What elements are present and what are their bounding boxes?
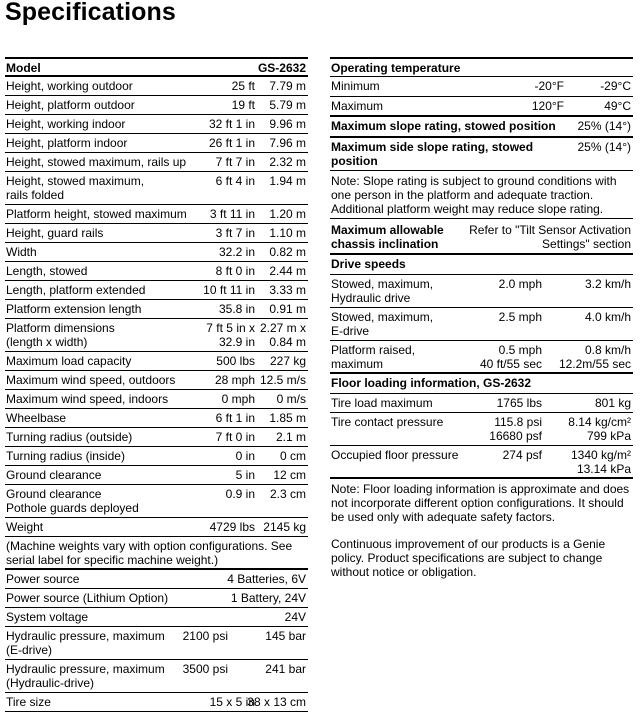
drive-row-1: Stowed, maximum, Hydraulic drive 2.0 mph 3.2 km/h <box>330 275 633 308</box>
spec-row <box>5 300 308 319</box>
spec-row <box>5 224 308 243</box>
spec-row <box>5 352 308 371</box>
spec-label: System voltage <box>6 610 89 624</box>
spec-row <box>5 205 308 224</box>
spec-row <box>5 319 308 352</box>
spec-row <box>5 281 308 300</box>
spec-label: Maximum wind speed, indoors <box>6 392 169 406</box>
spec-row <box>5 447 308 466</box>
spec-value: 1 Battery, 24V <box>230 591 306 605</box>
spec-row <box>5 409 308 428</box>
spec-row <box>5 589 308 608</box>
temp-min-row: Minimum -20°F -29°C <box>330 77 633 97</box>
spec-value-metric: 9.96 m <box>269 117 306 131</box>
spec-value-metric: 38 x 13 cm <box>247 695 306 709</box>
floor-note: Note: Floor loading information is approximate and does not incorporate different option configurations. It should be used only with adequate safety factors. <box>331 482 630 524</box>
spec-label: Wheelbase <box>6 411 67 425</box>
spec-row <box>5 115 308 134</box>
spec-label: Length, platform extended <box>6 283 146 297</box>
spec-row <box>5 518 308 537</box>
spec-value: 6 ft 4 in <box>215 174 255 188</box>
spec-value-metric: 7.96 m <box>269 136 306 150</box>
spec-value: 4729 lbs <box>209 520 255 534</box>
spec-value: 2100 psi <box>182 629 228 643</box>
spec-label: Power source (Lithium Option) <box>6 591 169 605</box>
spec-label: Ground clearance <box>6 468 102 482</box>
spec-value: 24V <box>284 610 306 624</box>
spec-label: Height, platform indoor <box>6 136 128 150</box>
spec-label: Model <box>6 61 41 75</box>
spec-label: Weight <box>6 520 44 534</box>
spec-value-metric: 1.10 m <box>269 226 306 240</box>
op-temp-header: Operating temperature <box>331 61 461 75</box>
slope-note-row: Note: Slope rating is subject to ground conditions with one person in the platform and adequate traction. Additional platform weight may reduce slope rating. <box>330 171 633 219</box>
spec-value: 7 ft 5 in x 32.9 in <box>206 321 255 349</box>
spec-label: Maximum load capacity <box>6 354 132 368</box>
side-slope-row: Maximum side slope rating, stowed position 25% (14°) <box>330 138 633 171</box>
spec-row <box>5 371 308 390</box>
spec-value: 19 ft <box>231 98 255 112</box>
spec-value: 7 ft 0 in <box>215 430 255 444</box>
spec-value: 500 lbs <box>216 354 255 368</box>
spec-row <box>5 134 308 153</box>
spec-value: 0 mph <box>221 392 255 406</box>
spec-value-metric: 7.79 m <box>269 79 306 93</box>
spec-label: Hydraulic pressure, maximum (Hydraulic-drive) <box>6 662 165 690</box>
op-temp-header-row <box>330 57 633 77</box>
drive-row-3: Platform raised, maximum 0.5 mph 40 ft/55 sec 0.8 km/h 12.2m/55 sec <box>330 341 633 374</box>
spec-value-metric: 0.91 m <box>269 302 306 316</box>
spec-row <box>5 390 308 409</box>
spec-value-metric: 2.1 m <box>275 430 306 444</box>
spec-value-metric: 2145 kg <box>263 520 306 534</box>
spec-row <box>5 660 308 693</box>
spec-value: 3 ft 7 in <box>215 226 255 240</box>
spec-value: 0.9 in <box>225 487 255 501</box>
spec-value: 3 ft 11 in <box>209 207 255 221</box>
spec-value: 32 ft 1 in <box>208 117 255 131</box>
spec-row <box>5 77 308 96</box>
spec-value-metric: 2.44 m <box>269 264 306 278</box>
spec-value-metric: 1.94 m <box>269 174 306 188</box>
floor-row-2: Tire contact pressure 115.8 psi 16680 psf 8.14 kg/cm² 799 kPa <box>330 413 633 446</box>
spec-value-metric: 1.20 m <box>269 207 306 221</box>
spec-row <box>5 428 308 447</box>
spec-label: Maximum wind speed, outdoors <box>6 373 176 387</box>
spec-label: Height, platform outdoor <box>6 98 135 112</box>
spec-value: 26 ft 1 in <box>208 136 255 150</box>
spec-label: Height, stowed maximum, rails up <box>6 155 187 169</box>
spec-value-metric: 5.79 m <box>269 98 306 112</box>
spec-value-metric: 2.3 cm <box>269 487 306 501</box>
spec-value: 35.8 in <box>218 302 255 316</box>
spec-value-metric: 12 cm <box>273 468 306 482</box>
policy-note: Continuous improvement of our products is a Genie policy. Product specifications are subject to change without notice or obligation. <box>331 537 606 579</box>
spec-label: Turning radius (outside) <box>6 430 133 444</box>
temp-max-row: Maximum 120°F 49°C <box>330 97 633 117</box>
spec-label: Power source <box>6 572 80 586</box>
spec-row <box>5 172 308 205</box>
inclination-row: Maximum allowable chassis inclination Refer to "Tilt Sensor Activation Settings" section <box>330 219 633 255</box>
spec-label: Tire size <box>6 695 51 709</box>
spec-label: Ground clearance Pothole guards deployed <box>6 487 139 515</box>
spec-value: 32.2 in <box>218 245 255 259</box>
spec-value: 7 ft 7 in <box>215 155 255 169</box>
spec-label: Platform dimensions (length x width) <box>6 321 115 349</box>
spec-label: Length, stowed <box>6 264 88 278</box>
spec-label: Height, guard rails <box>6 226 104 240</box>
spec-row <box>5 485 308 518</box>
spec-value-metric: 0 m/s <box>276 392 306 406</box>
spec-value: 25 ft <box>231 79 255 93</box>
spec-label: Hydraulic pressure, maximum (E-drive) <box>6 629 165 657</box>
spec-value-metric: 2.27 m x 0.84 m <box>259 321 306 349</box>
spec-row <box>5 153 308 172</box>
spec-label: Height, working outdoor <box>6 79 133 93</box>
spec-row <box>5 96 308 115</box>
spec-label: Platform height, stowed maximum <box>6 207 187 221</box>
drive-row-2: Stowed, maximum, E-drive 2.5 mph 4.0 km/h <box>330 308 633 341</box>
spec-value-metric: 3.33 m <box>269 283 306 297</box>
spec-value: 6 ft 1 in <box>215 411 255 425</box>
spec-row <box>5 693 308 712</box>
spec-label: Width <box>6 245 37 259</box>
specs-table-left <box>5 57 308 712</box>
spec-value: 0 in <box>235 449 255 463</box>
spec-value: 15 x 5 in <box>209 695 255 709</box>
slope-row: Maximum slope rating, stowed position 25% (14°) <box>330 117 633 138</box>
spec-label: (Machine weights vary with option configurations. See serial label for specific machine weight.) <box>6 539 293 567</box>
spec-row <box>5 243 308 262</box>
spec-value: 4 Batteries, 6V <box>227 572 306 586</box>
spec-row <box>5 57 308 77</box>
spec-value: 10 ft 11 in <box>203 283 255 297</box>
spec-row <box>5 466 308 485</box>
spec-value-metric: 0 cm <box>279 449 306 463</box>
spec-value: GS-2632 <box>257 61 306 75</box>
spec-value-metric: 241 bar <box>265 662 306 676</box>
spec-value-metric: 12.5 m/s <box>259 373 306 387</box>
spec-value-metric: 227 kg <box>269 354 306 368</box>
spec-value: 8 ft 0 in <box>215 264 255 278</box>
floor-row-1: Tire load maximum 1765 lbs 801 kg <box>330 394 633 413</box>
spec-row <box>5 608 308 627</box>
drive-header-row: Drive speeds <box>330 255 633 275</box>
spec-value: 3500 psi <box>182 662 228 676</box>
spec-label: Turning radius (inside) <box>6 449 125 463</box>
spec-value: 28 mph <box>214 373 255 387</box>
spec-label: Height, working indoor <box>6 117 126 131</box>
spec-label: Height, stowed maximum, rails folded <box>6 174 145 202</box>
spec-row <box>5 570 308 589</box>
spec-value-metric: 145 bar <box>265 629 306 643</box>
spec-value-metric: 1.85 m <box>269 411 306 425</box>
spec-label: Platform extension length <box>6 302 142 316</box>
floor-row-3: Occupied floor pressure 274 psf 1340 kg/m² 13.14 kPa <box>330 446 633 479</box>
page-title: Specifications <box>5 0 176 26</box>
spec-value-metric: 0.82 m <box>269 245 306 259</box>
floor-header-row: Floor loading information, GS-2632 <box>330 374 633 394</box>
spec-value: 5 in <box>235 468 255 482</box>
spec-row <box>5 627 308 660</box>
spec-value-metric: 2.32 m <box>269 155 306 169</box>
spec-row <box>5 537 308 570</box>
spec-row <box>5 262 308 281</box>
specs-table-right <box>330 57 633 583</box>
